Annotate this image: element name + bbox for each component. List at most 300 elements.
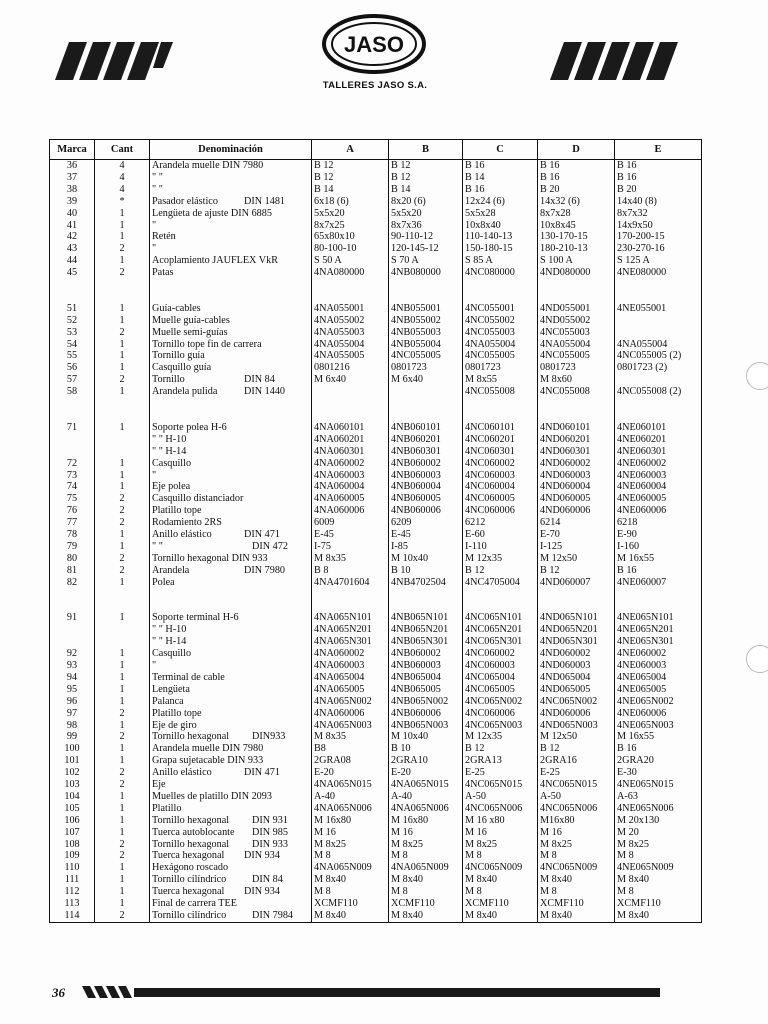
cell-cant: 1	[95, 815, 150, 827]
table-cell	[312, 600, 389, 612]
cell-d: 4ND065N101	[538, 612, 615, 624]
cell-b: 4NB060002	[389, 458, 463, 470]
cell-marca: 78	[66, 529, 78, 541]
cell-c: 4NA055004	[463, 339, 538, 351]
cell-b: I-85	[389, 541, 463, 553]
table-spacer-row	[50, 600, 702, 612]
cell-a: 4NA055002	[312, 315, 389, 327]
cell-c: E-25	[463, 767, 538, 779]
table-cell	[50, 600, 95, 612]
cell-d: 0801723	[538, 362, 615, 374]
table-cell	[615, 279, 702, 291]
cell-c: M 8x40	[463, 910, 538, 922]
cell-e	[615, 374, 702, 386]
cell-a: 4NA065N003	[312, 720, 389, 732]
table-cell	[50, 410, 95, 422]
table-spacer-row	[50, 291, 702, 303]
table-cell	[538, 398, 615, 410]
table-row	[50, 517, 702, 529]
cell-d: 4ND060003	[538, 470, 615, 482]
denominacion-text: Soporte terminal H-6	[152, 612, 239, 624]
cell-a: 4NA065004	[312, 672, 389, 684]
denominacion-text: Tornillo guía	[152, 350, 205, 362]
cell-den	[150, 708, 312, 720]
cell-den	[150, 767, 312, 779]
cell-c: 4NC065004	[463, 672, 538, 684]
cell-e: E-30	[615, 767, 702, 779]
cell-den	[150, 803, 312, 815]
cell-den	[150, 731, 312, 743]
cell-a: 8x7x25	[312, 220, 389, 232]
cell-c: 4NC065N015	[463, 779, 538, 791]
table-row	[50, 577, 702, 589]
cell-marca: 104	[64, 790, 80, 802]
cell-cant: 1	[95, 696, 150, 708]
cell-a: 4NA065N006	[312, 803, 389, 815]
cell-e: 4NC055008 (2)	[615, 386, 702, 398]
cell-b: 4NB060101	[389, 422, 463, 434]
cell-cant: 2	[95, 267, 150, 279]
cell-d: B 12	[538, 565, 615, 577]
denominacion-text: Muelle guía-cables	[152, 314, 230, 326]
cell-b: XCMF110	[389, 898, 463, 910]
cell-a: 80-100-10	[312, 243, 389, 255]
table-row	[50, 898, 702, 910]
cell-a: 4NA080000	[312, 267, 389, 279]
cell-d: M 8x40	[538, 874, 615, 886]
cell-den	[150, 886, 312, 898]
cell-c: 4NC065N301	[463, 636, 538, 648]
din-standard-text: DIN 934	[244, 850, 280, 862]
table-cell	[615, 589, 702, 601]
table-cell	[463, 291, 538, 303]
cell-d: 4ND060002	[538, 648, 615, 660]
table-row	[50, 731, 702, 743]
din-standard-text: DIN 1481	[244, 195, 286, 207]
table-row	[50, 553, 702, 565]
cell-marca: 94	[66, 671, 78, 683]
cell-marca: 113	[64, 898, 80, 910]
table-row	[50, 529, 702, 541]
cell-den	[150, 553, 312, 565]
table-row	[50, 648, 702, 660]
cell-e: M 8x25	[615, 839, 702, 851]
table-cell	[389, 410, 463, 422]
cell-cant: 4	[95, 172, 150, 184]
denominacion-text: " " H-10	[152, 433, 187, 445]
cell-b: 4NB055003	[389, 327, 463, 339]
cell-marca: 40	[66, 207, 78, 219]
cell-e: 4NE065N201	[615, 624, 702, 636]
cell-cant: 1	[95, 743, 150, 755]
denominacion-text: Arandela muelle DIN 7980	[152, 160, 264, 171]
cell-marca: 96	[66, 695, 78, 707]
cell-b: 4NB065N101	[389, 612, 463, 624]
denominacion-text: Tuerca autoblocante	[152, 826, 235, 838]
denominacion-text: Eje de giro	[152, 719, 197, 731]
table-row	[50, 624, 702, 636]
table-cell	[463, 589, 538, 601]
table-cell	[538, 291, 615, 303]
table-row	[50, 612, 702, 624]
table-cell	[150, 398, 312, 410]
cell-den	[150, 267, 312, 279]
cell-cant: 1	[95, 422, 150, 434]
cell-d: 4NC065N006	[538, 803, 615, 815]
cell-b: 4NB065N201	[389, 624, 463, 636]
cell-b: 4NB060003	[389, 660, 463, 672]
cell-a: 4NA055005	[312, 350, 389, 362]
denominacion-text: Tornillo hexagonal DIN 933	[152, 552, 268, 564]
cell-d: B 12	[538, 743, 615, 755]
cell-marca: 76	[66, 505, 78, 517]
cell-c: 4NC080000	[463, 267, 538, 279]
cell-a: M 8x35	[312, 731, 389, 743]
cell-c: 4NC060006	[463, 505, 538, 517]
denominacion-text: Casquillo guía	[152, 362, 212, 374]
cell-e: 4NE060003	[615, 470, 702, 482]
cell-e: 4NE060002	[615, 458, 702, 470]
cell-den	[150, 220, 312, 232]
cell-c: 4NC4705004	[463, 577, 538, 589]
din-standard-text: DIN 985	[252, 826, 288, 838]
cell-cant: 1	[95, 827, 150, 839]
table-row	[50, 196, 702, 208]
cell-d: M16x80	[538, 815, 615, 827]
cell-e: 4NE065N009	[615, 862, 702, 874]
cell-a: M 8	[312, 850, 389, 862]
table-row	[50, 303, 702, 315]
table-header-row	[50, 140, 702, 160]
table-cell	[312, 279, 389, 291]
table-cell	[50, 589, 95, 601]
cell-b: 4NB055004	[389, 339, 463, 351]
cell-b: S 70 A	[389, 255, 463, 267]
cell-c: E-60	[463, 529, 538, 541]
col-header-c: C	[463, 140, 538, 160]
cell-cant: *	[95, 196, 150, 208]
cell-marca: 75	[66, 493, 78, 505]
cell-a: 4NA065N201	[312, 624, 389, 636]
cell-a: 4NA065005	[312, 684, 389, 696]
cell-den	[150, 434, 312, 446]
cell-cant: 2	[95, 850, 150, 862]
cell-den	[150, 327, 312, 339]
cell-d: M 8	[538, 850, 615, 862]
cell-e: 4NE060201	[615, 434, 702, 446]
cell-marca: 110	[64, 862, 80, 874]
cell-cant: 1	[95, 720, 150, 732]
cell-d: 4ND060101	[538, 422, 615, 434]
decorative-stripes-left	[55, 42, 175, 80]
cell-e: 4NE055001	[615, 303, 702, 315]
cell-c: 4NC065N101	[463, 612, 538, 624]
cell-a: B 14	[312, 184, 389, 196]
cell-d: M 8	[538, 886, 615, 898]
table-spacer-row	[50, 398, 702, 410]
table-row	[50, 493, 702, 505]
cell-marca: 73	[66, 469, 78, 481]
col-header-marca: Marca	[50, 140, 95, 160]
cell-cant: 1	[95, 386, 150, 398]
cell-marca: 37	[66, 171, 78, 183]
denominacion-text: Lengüeta	[152, 683, 190, 695]
cell-a: B 12	[312, 160, 389, 172]
cell-den	[150, 541, 312, 553]
table-cell	[538, 600, 615, 612]
denominacion-text: Pasador elástico	[152, 195, 218, 207]
cell-d: 4ND060005	[538, 493, 615, 505]
cell-e: 4NE060007	[615, 577, 702, 589]
cell-den	[150, 386, 312, 398]
cell-cant: 1	[95, 362, 150, 374]
footer-decorative-bar	[78, 986, 660, 998]
din-standard-text: DIN 933	[252, 838, 288, 850]
cell-a: B 8	[312, 565, 389, 577]
cell-den	[150, 624, 312, 636]
cell-b: 4NB065N002	[389, 696, 463, 708]
table-cell	[463, 398, 538, 410]
cell-den	[150, 505, 312, 517]
table-row	[50, 339, 702, 351]
table-cell	[95, 398, 150, 410]
denominacion-text: "	[152, 659, 157, 671]
denominacion-text: Platillo tope	[152, 707, 202, 719]
cell-a: 4NA060006	[312, 505, 389, 517]
cell-d: B 16	[538, 160, 615, 172]
denominacion-text: Casquillo	[152, 648, 192, 660]
table-cell	[615, 600, 702, 612]
cell-marca: 92	[66, 648, 78, 660]
cell-e: B 16	[615, 565, 702, 577]
col-header-e: E	[615, 140, 702, 160]
cell-e: 4NE065005	[615, 684, 702, 696]
din-standard-text: DIN 84	[244, 374, 275, 386]
cell-b: 0801723	[389, 362, 463, 374]
cell-a: 4NA060006	[312, 708, 389, 720]
table-row	[50, 481, 702, 493]
cell-c: 6212	[463, 517, 538, 529]
table-row	[50, 910, 702, 922]
cell-d: 4ND060006	[538, 505, 615, 517]
cell-marca: 79	[66, 540, 78, 552]
cell-b: B 14	[389, 184, 463, 196]
cell-c: 4NC065N003	[463, 720, 538, 732]
cell-marca: 57	[66, 374, 78, 386]
cell-marca: 93	[66, 659, 78, 671]
table-cell	[312, 398, 389, 410]
cell-c: 0801723	[463, 362, 538, 374]
cell-b: 8x7x36	[389, 220, 463, 232]
cell-cant: 1	[95, 231, 150, 243]
cell-marca: 38	[66, 183, 78, 195]
cell-a: 4NA065N101	[312, 612, 389, 624]
cell-d: 4ND065005	[538, 684, 615, 696]
table-row	[50, 565, 702, 577]
cell-marca: 41	[66, 219, 78, 231]
cell-cant: 4	[95, 184, 150, 196]
table-cell	[389, 398, 463, 410]
table-row	[50, 315, 702, 327]
cell-d: 4NC055008	[538, 386, 615, 398]
table-row	[50, 636, 702, 648]
cell-den	[150, 160, 312, 172]
page-number: 36	[52, 985, 65, 1000]
cell-den	[150, 696, 312, 708]
cell-den	[150, 339, 312, 351]
cell-c: M 16 x80	[463, 815, 538, 827]
binder-hole	[746, 645, 768, 673]
cell-cant: 2	[95, 505, 150, 517]
denominacion-text: Soporte polea H-6	[152, 421, 227, 433]
cell-a: M 16	[312, 827, 389, 839]
cell-den	[150, 422, 312, 434]
cell-marca: 114	[64, 910, 80, 921]
table-cell	[389, 600, 463, 612]
denominacion-text: " " H-10	[152, 624, 187, 636]
cell-marca: 54	[66, 338, 78, 350]
cell-a: 6x18 (6)	[312, 196, 389, 208]
cell-a: S 50 A	[312, 255, 389, 267]
cell-cant: 1	[95, 315, 150, 327]
cell-e: B 16	[615, 160, 702, 172]
cell-a: 4NA065N015	[312, 779, 389, 791]
table-row	[50, 839, 702, 851]
cell-c: 4NC055003	[463, 327, 538, 339]
cell-den	[150, 577, 312, 589]
cell-a: E-20	[312, 767, 389, 779]
cell-marca: 55	[66, 350, 78, 362]
cell-c: B 12	[463, 565, 538, 577]
table-row	[50, 220, 702, 232]
cell-cant: 1	[95, 874, 150, 886]
cell-marca: 53	[66, 326, 78, 338]
cell-den	[150, 779, 312, 791]
col-header-a: A	[312, 140, 389, 160]
denominacion-text: Tornillo hexagonal	[152, 731, 230, 743]
logo-text: JASO	[344, 32, 404, 57]
din-standard-text: DIN 1440	[244, 386, 286, 398]
cell-a: M 16x80	[312, 815, 389, 827]
cell-d: 4NA055004	[538, 339, 615, 351]
cell-cant: 1	[95, 612, 150, 624]
cell-den	[150, 672, 312, 684]
table-row	[50, 660, 702, 672]
cell-marca: 44	[66, 255, 78, 267]
cell-c: S 85 A	[463, 255, 538, 267]
cell-a: E-45	[312, 529, 389, 541]
cell-b: M 16	[389, 827, 463, 839]
cell-c: 4NC060003	[463, 660, 538, 672]
denominacion-text: Anillo elástico	[152, 529, 212, 541]
parts-table	[49, 139, 702, 923]
cell-b: M 10x40	[389, 731, 463, 743]
cell-b: 2GRA10	[389, 755, 463, 767]
cell-marca: 101	[64, 755, 80, 767]
table-row	[50, 874, 702, 886]
cell-e: XCMF110	[615, 898, 702, 910]
cell-a: I-75	[312, 541, 389, 553]
denominacion-text: Acoplamiento JAUFLEX VkR	[152, 255, 279, 267]
cell-cant: 2	[95, 731, 150, 743]
cell-d: B 20	[538, 184, 615, 196]
cell-marca: 36	[66, 160, 78, 171]
din-standard-text: DIN933	[252, 731, 286, 743]
cell-e: 4NE065N015	[615, 779, 702, 791]
cell-c: 4NC065N002	[463, 696, 538, 708]
cell-e: 14x40 (8)	[615, 196, 702, 208]
cell-den	[150, 862, 312, 874]
table-cell	[150, 600, 312, 612]
cell-den	[150, 755, 312, 767]
table-cell	[150, 589, 312, 601]
table-cell	[95, 600, 150, 612]
cell-c: 4NC055005	[463, 350, 538, 362]
binder-hole	[746, 362, 768, 390]
din-standard-text: DIN 84	[252, 874, 283, 886]
table-cell	[389, 279, 463, 291]
cell-den	[150, 196, 312, 208]
cell-d: 4ND065N003	[538, 720, 615, 732]
table-row	[50, 374, 702, 386]
cell-marca: 95	[66, 683, 78, 695]
cell-a: M 8x40	[312, 874, 389, 886]
col-header-denominacion: Denominación	[150, 140, 312, 160]
cell-e: M 8	[615, 850, 702, 862]
table-row	[50, 362, 702, 374]
cell-e: 4NE065N002	[615, 696, 702, 708]
denominacion-text: Platillo	[152, 802, 182, 814]
table-row	[50, 231, 702, 243]
cell-c: 4NC055008	[463, 386, 538, 398]
denominacion-text: " " H-14	[152, 445, 187, 457]
cell-e: S 125 A	[615, 255, 702, 267]
cell-c: 4NC060301	[463, 446, 538, 458]
table-row	[50, 672, 702, 684]
cell-c: M 8x40	[463, 874, 538, 886]
cell-cant: 2	[95, 565, 150, 577]
cell-den	[150, 362, 312, 374]
cell-a: 6009	[312, 517, 389, 529]
cell-a: 2GRA08	[312, 755, 389, 767]
cell-e: 4NE060101	[615, 422, 702, 434]
cell-e: 4NE060006	[615, 505, 702, 517]
denominacion-text: Muelle semi-guías	[152, 326, 228, 338]
cell-b: 4NB065005	[389, 684, 463, 696]
cell-den	[150, 684, 312, 696]
cell-d: E-70	[538, 529, 615, 541]
table-row	[50, 458, 702, 470]
cell-a: B8	[312, 743, 389, 755]
cell-b: 90-110-12	[389, 231, 463, 243]
denominacion-text: "	[152, 243, 157, 255]
cell-a: 4NA055001	[312, 303, 389, 315]
cell-e: 4NE065N301	[615, 636, 702, 648]
cell-b: M 16x80	[389, 815, 463, 827]
cell-e: 4NE060003	[615, 660, 702, 672]
cell-marca: 56	[66, 362, 78, 374]
denominacion-text: Terminal de cable	[152, 671, 225, 683]
cell-b: B 12	[389, 160, 463, 172]
cell-a: 4NA060003	[312, 470, 389, 482]
cell-marca: 51	[66, 302, 78, 314]
cell-d: 4ND060301	[538, 446, 615, 458]
cell-c: M 8x25	[463, 839, 538, 851]
table-cell	[312, 410, 389, 422]
cell-a: M 6x40	[312, 374, 389, 386]
table-row	[50, 684, 702, 696]
cell-a: M 8x35	[312, 553, 389, 565]
